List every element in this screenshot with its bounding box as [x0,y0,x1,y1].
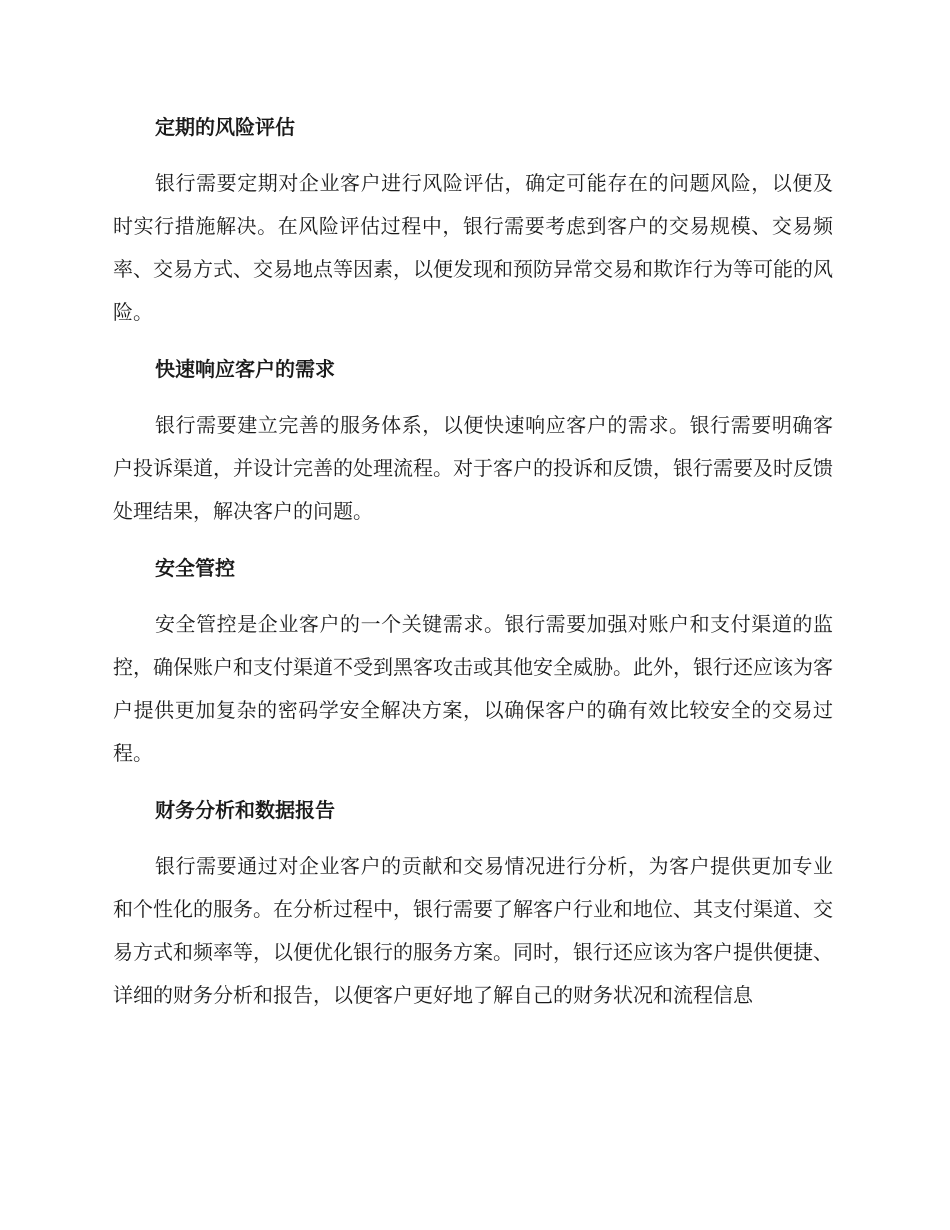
section-risk-assessment [113,112,833,334]
section-heading: 定期的风险评估 [155,115,295,139]
section-paragraph: 安全管控是企业客户的一个关键需求。银行需要加强对账户和支付渠道的监控，确保账户和支付渠道不受到黑客攻击或其他安全威胁。此外，银行还应该为客户提供更加复杂的密码学安全解决方案，以确保客户的确有效比较安全的交易过程。 [113,612,833,765]
section-heading: 财务分析和数据报告 [155,798,335,822]
section-paragraph: 银行需要定期对企业客户进行风险评估，确定可能存在的问题风险，以便及时实行措施解决。在风险评估过程中，银行需要考虑到客户的交易规模、交易频率、交易方式、交易地点等因素，以便发现和预防异常交易和欺诈行为等可能的风险。 [113,171,833,324]
section-heading: 安全管控 [155,556,235,580]
section-paragraph: 银行需要通过对企业客户的贡献和交易情况进行分析，为客户提供更加专业和个性化的服务。在分析过程中，银行需要了解客户行业和地位、其支付渠道、交易方式和频率等，以便优化银行的服务方案。同时，银行还应该为客户提供便捷、详细的财务分析和报告，以便客户更好地了解自己的财务状况和流程信息 [113,854,833,1007]
document-page [113,104,833,1037]
section-customer-response [113,354,833,533]
section-financial-analysis [113,795,833,1017]
section-heading: 快速响应客户的需求 [155,357,335,381]
section-paragraph: 银行需要建立完善的服务体系，以便快速响应客户的需求。银行需要明确客户投诉渠道，并设计完善的处理流程。对于客户的投诉和反馈，银行需要及时反馈处理结果，解决客户的问题。 [113,413,833,523]
section-security-control [113,553,833,775]
